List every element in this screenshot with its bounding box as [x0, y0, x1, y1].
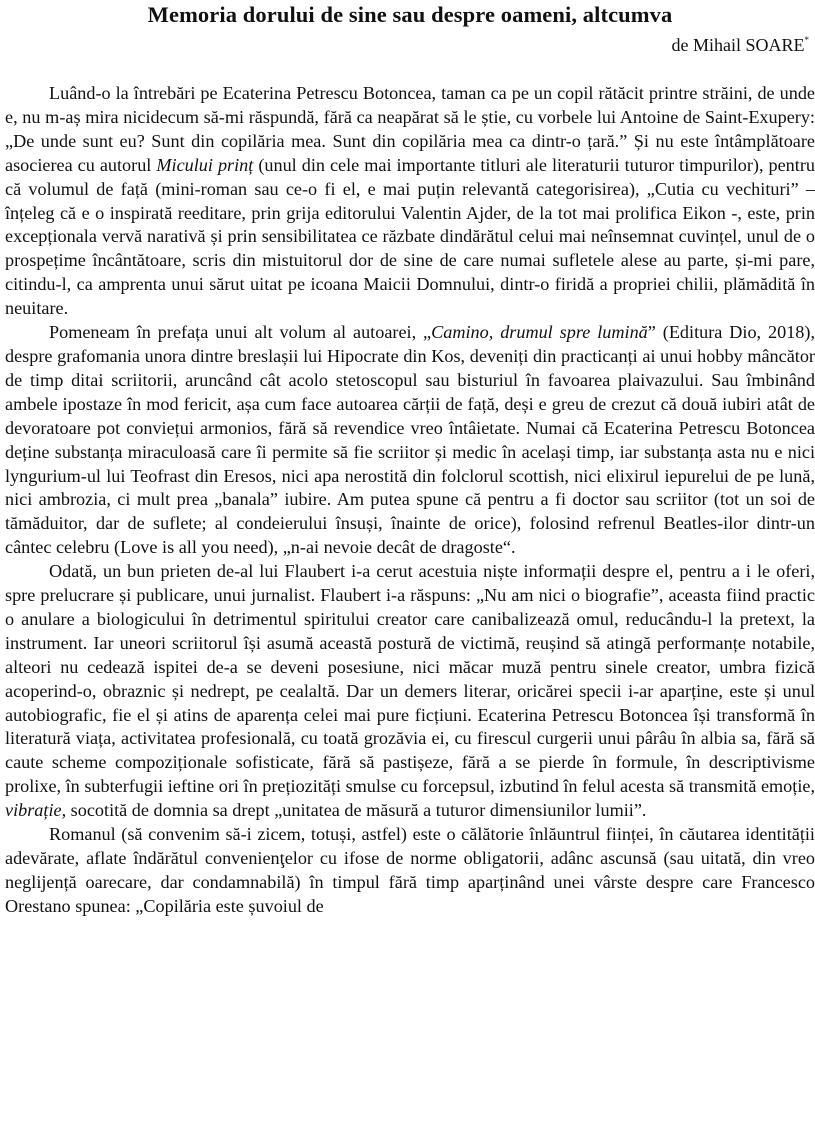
author-byline	[5, 28, 809, 57]
article-body	[5, 82, 815, 919]
paragraph-1	[5, 82, 815, 321]
italic-title: Micului prinț	[156, 154, 254, 175]
paragraph-text: Romanul (să convenim să-i zicem, totuși, astfel) este o călătorie înlăuntrul ființei, în căutarea identității adevărate, aflate îndărătul convenienţelor cu ifose de norme obligatorii, adânc ascunsă (sau uitată, din vreo neglijență oarecare, dar condamnabilă) în timpul fără timp aparținând unei vârste despre care Francesco Orestano spunea: „Copilăria este șuvoiul de	[5, 824, 815, 916]
paragraph-text: Luând-o la întrebări pe Ecaterina Petrescu Botoncea, taman ca pe un copil rătăcit printre străini, de unde e, nu m-aș mira nicidecum să-mi răspundă, fără ca neapărat să le știe, cu vorbele lui Antoine de Saint-Exupery: „De unde sunt eu? Sunt din copilăria mea. Sunt din copilăria mea ca dintr-o țară.” Și nu este întâmplătoare asocierea cu autorul	[5, 83, 815, 175]
article-title: Memoria dorului de sine sau despre oameni, altcumva	[147, 2, 673, 27]
italic-title: Camino, drumul spre lumină	[431, 322, 648, 343]
paragraph-3	[5, 560, 815, 823]
paragraph-text: ” (Editura Dio, 2018), despre grafomania unora dintre breslașii lui Hipocrate din Kos, deveniți din practicanți ai unui hobby mâncător de timp ditai scriitorii, aruncând cât acolo stetoscopul sau bisturiul în favoarea plaivazului. Sau îmbinând ambele ipostaze în mod fericit, așa cum face autoarea cărții de față, deși e greu de crezut că două iubiri atât de devoratoare pot conviețui armonios, fără să revendice vreo întâietate. Numai că Ecaterina Petrescu Botoncea deține substanța miraculoasă care îi permite să fie scriitor și medic în același timp, iar substanța asta nu e nici lyngurium-ul lui Teofrast din Eresos, nici apa nerostită din folclorul scottish, nici elixirul iepurelui de pe lună, nici ambrozia, ci mult prea „banala” iubire. Am putea spune că pentru a fi doctor sau scriitor (tot un soi de tămăduitor, dar de suflete; al condeierului însuși, înainte de orice), folosind refrenul Beatles-ilor dintr-un cântec celebru (Love is all you need), „n-ai nevoie decât de dragoste“.	[5, 322, 815, 558]
author-footnote-mark: *	[804, 35, 809, 45]
author-name: de Mihail SOARE	[671, 35, 805, 55]
paragraph-text: (unul din cele mai importante titluri ale literaturii tuturor timpurilor), pentru că volumul de față (mini-roman sau ce-o fi el, e mai puțin relevantă categorisirea), „Cutia cu vechituri” – înțeleg că e o inspirată reeditare, prin grija editorului Valentin Ajder, de la tot mai prolifica Eikon -, este, prin excepționala vervă narativă și prin sensibilitatea ce răzbate dindărătul celui mai neînsemnat cuvințel, unul de o prospețime încântătoare, scris din mistuitorul dor de sine de care numai sufletele alese au parte, și-mi pare, citindu-l, ca amprenta unui sărut uitat pe icoana Maicii Domnului, dintr-o firidă a propriei chilii, plămădită în neuitare.	[5, 154, 815, 319]
italic-word: vibrație	[5, 800, 62, 821]
paragraph-4	[5, 823, 815, 919]
paragraph-text: Odată, un bun prieten de-al lui Flaubert i-a cerut acestuia niște informații despre el, pentru a i le oferi, spre prelucrare și publicare, unui jurnalist. Flaubert i-a răspuns: „Nu am nici o biografie”, aceasta fiind practic o anulare a biologicului în detrimentul spiritului creator care canibalizează omul, reducându-l la pretext, la instrument. Iar uneori scriitorul își asumă această postură de victimă, reușind să atingă performanțe notabile, alteori nu cedează ispitei de-a se deveni posesiune, nici măcar muză pentru sinele creator, umbra fizică acoperind-o, obraznic și nedrept, pe cealaltă. Dar un demers literar, oricărei specii i-ar aparține, este și unul autobiografic, fie el și atins de aparența celei mai pure ficțiuni. Ecaterina Petrescu Botoncea își transformă în literatură viața, activitatea profesională, cu toată grozăvia ei, cu firescul curgerii unui pârâu în albia sa, fără să caute scheme compoziționale sofisticate, fără să pastișeze, fără a se pierde în formule, în descriptivisme prolixe, în subterfugii ieftine ori în prețiozități smulse cu forcepsul, izbutind în felul acesta să transmită emoție,	[5, 561, 815, 797]
paragraph-text: Pomeneam în prefața unui alt volum al autoarei, „	[49, 322, 432, 343]
article-page	[5, 0, 815, 919]
paragraph-text: , socotită de domnia sa drept „unitatea de măsură a tuturor dimensiunilor lumii”.	[61, 800, 647, 821]
paragraph-2	[5, 321, 815, 560]
